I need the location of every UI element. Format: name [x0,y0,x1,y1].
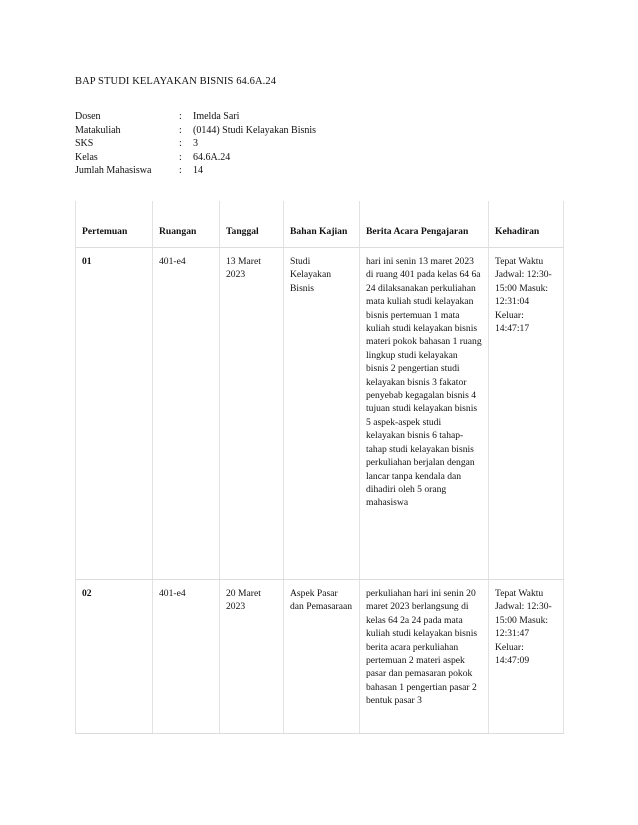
info-value: 64.6A.24 [193,151,231,163]
cell-berita-acara: perkuliahan hari ini senin 20 maret 2023 berlangsung di kelas 64 2a 24 pada mata kuliah studi kelayakan bisnis berita acara perkuliahan pertemuan 2 materi aspek pasar dan pemasaran pokok bahasan 1 pengertian pasar 2 bentuk pasar 3 [360,580,489,734]
info-label: Kelas [75,151,98,163]
info-row-dosen [75,110,316,124]
cell-berita-acara: hari ini senin 13 maret 2023 di ruang 401 pada kelas 64 6a 24 dilaksanakan perkuliahan mata kuliah studi kelayakan bisnis pertemuan 1 mata kuliah studi kelayakan bisnis materi pokok bahasan 1 ruang lingkup studi kelayakan bisnis 2 pengertian studi kelayakan bisnis 3 fakator penyebab kegagalan bisnis 4 tujuan studi kelayakan bisnis 5 aspek-aspek studi kelayakan bisnis 6 tahap-tahap studi kelayakan bisnis perkuliahan berjalan dengan lancar tanpa kendala dan dihadiri oleh 5 orang mahasiswa [360,248,489,580]
attendance-table [75,201,564,734]
info-label: Jumlah Mahasiswa [75,165,152,176]
table-row [76,248,564,580]
course-info [75,110,316,178]
info-value: 14 [193,165,203,176]
cell-bahan-kajian: Aspek Pasar dan Pemasaraan [284,580,360,734]
cell-tanggal: 20 Maret 2023 [220,580,284,734]
info-row-matakuliah [75,124,316,138]
info-label: Dosen [75,111,101,122]
cell-bahan-kajian: Studi Kelayakan Bisnis [284,248,360,580]
cell-tanggal: 13 Maret 2023 [220,248,284,580]
info-value: Imelda Sari [193,111,240,122]
header-tanggal: Tanggal [220,201,284,248]
cell-pertemuan: 01 [76,248,153,580]
info-separator: : [179,111,182,122]
info-label: Matakuliah [75,124,121,136]
info-separator: : [179,165,182,176]
header-pertemuan: Pertemuan [76,201,153,248]
table-row [76,580,564,734]
cell-pertemuan: 02 [76,580,153,734]
cell-ruangan: 401-e4 [153,580,220,734]
header-berita-acara: Berita Acara Pengajaran [360,201,489,248]
info-row-sks [75,137,316,151]
info-value: (0144) Studi Kelayakan Bisnis [193,124,317,136]
header-kehadiran: Kehadiran [489,201,564,248]
cell-ruangan: 401-e4 [153,248,220,580]
header-ruangan: Ruangan [153,201,220,248]
info-row-jumlah-mahasiswa [75,164,316,178]
table-header-row [76,201,564,248]
cell-kehadiran: Tepat Waktu Jadwal: 12:30-15:00 Masuk: 12:31:47 Keluar: 14:47:09 [489,580,564,734]
cell-kehadiran: Tepat Waktu Jadwal: 12:30-15:00 Masuk: 12:31:04 Keluar: 14:47:17 [489,248,564,580]
info-separator: : [179,138,182,149]
header-bahan-kajian: Bahan Kajian [284,201,360,248]
info-separator: : [179,151,182,163]
info-separator: : [179,124,182,136]
page-title: BAP STUDI KELAYAKAN BISNIS 64.6A.24 [75,76,277,87]
info-row-kelas [75,151,316,165]
info-label: SKS [75,138,94,149]
info-value: 3 [193,138,198,149]
